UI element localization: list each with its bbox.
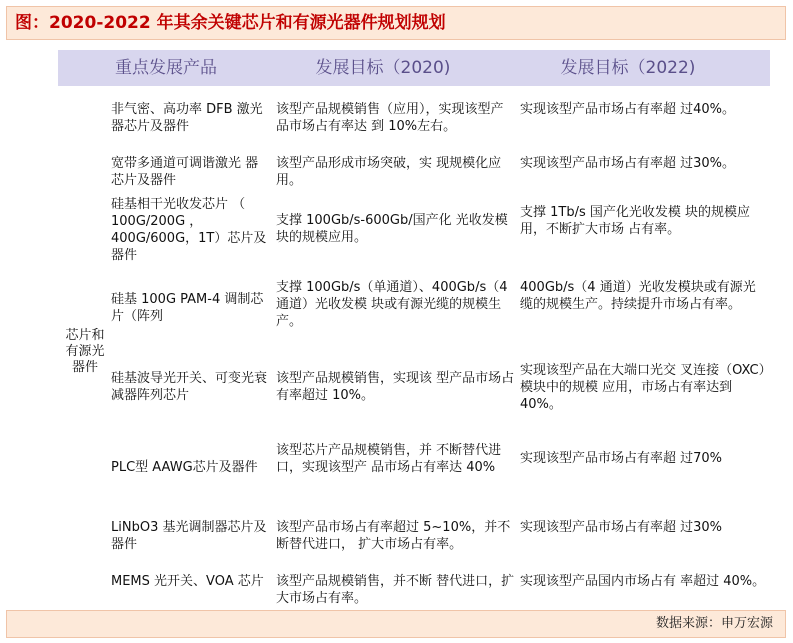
figure-title: 图：2020-2022 年其余关键芯片和有源光器件规划规划 (6, 6, 786, 40)
source-note: 数据来源：申万宏源 (6, 610, 786, 638)
product-cell: PLC型 AAWG芯片及器件 (111, 460, 258, 475)
header-product: 重点发展产品 (115, 58, 217, 78)
goal-2022-cell: 实现该型产品国内市场占有 率超过 40%。 (520, 574, 766, 589)
goal-2022-cell: 实现该型产品市场占有率超 过70% (520, 451, 723, 466)
goal-2022-cell: 支撑 1Tb/s 国产化光收发模 块的规模应用，不断扩大市场 占有率。 (520, 205, 751, 237)
group-label: 芯片和有源光器件 (65, 328, 105, 375)
goal-2020-cell: 该型产品形成市场突破，实 现规模化应用。 (276, 156, 502, 188)
product-cell: LiNbO3 基光调制器芯片及器件 (111, 520, 267, 552)
product-cell: 硅基相干光收发芯片 （ 100G/200G ， 400G/600G，1T）芯片及器件 (111, 197, 267, 263)
table-header (58, 50, 770, 86)
goal-2020-cell: 支撑 100Gb/s-600Gb/国产化 光收发模块的规模应用。 (276, 213, 508, 245)
goal-2020-cell: 该型产品规模销售（应用），实现该型产品市场占有率达 到 10%左右。 (276, 102, 504, 134)
goal-2020-cell: 该型芯片产品规模销售，并 不断替代进口，实现该型产 品市场占有率达 40% (276, 443, 502, 475)
goal-2022-cell: 实现该型产品市场占有率超 过30%。 (520, 156, 736, 171)
product-cell: 宽带多通道可调谐激光 器芯片及器件 (111, 156, 259, 188)
goal-2022-cell: 实现该型产品市场占有率超 过40%。 (520, 102, 736, 117)
goal-2022-cell: 实现该型产品在大端口光交 叉连接（OXC）模块中的规模 应用，市场占有率达到 40%。 (520, 363, 766, 412)
product-cell: MEMS 光开关、VOA 芯片 (111, 574, 264, 589)
goal-2020-cell: 支撑 100Gb/s（单通道）、400Gb/s（4 通道）光收发模 块或有源光缆的规模生产。 (276, 280, 508, 329)
goal-2020-cell: 该型产品市场占有率超过 5~10%，并不断替代进口， 扩大市场占有率。 (276, 520, 511, 552)
product-cell: 非气密、高功率 DFB 激光器芯片及器件 (111, 102, 263, 134)
product-cell: 硅基波导光开关、可变光衰减器阵列芯片 (111, 371, 268, 403)
figure-frame (6, 6, 786, 636)
goal-2020-cell: 该型产品规模销售，并不断 替代进口，扩大市场占有率。 (276, 574, 515, 606)
goal-2022-cell: 实现该型产品市场占有率超 过30% (520, 520, 723, 535)
header-goal-2022: 发展目标（2022) (560, 58, 696, 78)
product-cell: 硅基 100G PAM-4 调制芯 片（阵列 (111, 292, 264, 324)
header-goal-2020: 发展目标（2020) (315, 58, 451, 78)
plan-table (58, 46, 770, 606)
goal-2022-cell: 400Gb/s（4 通道）光收发模块或有源光缆的规模生产。持续提升市场占有率。 (520, 280, 756, 312)
goal-2020-cell: 该型产品规模销售，实现该 型产品市场占有率超过 10%。 (276, 371, 515, 403)
